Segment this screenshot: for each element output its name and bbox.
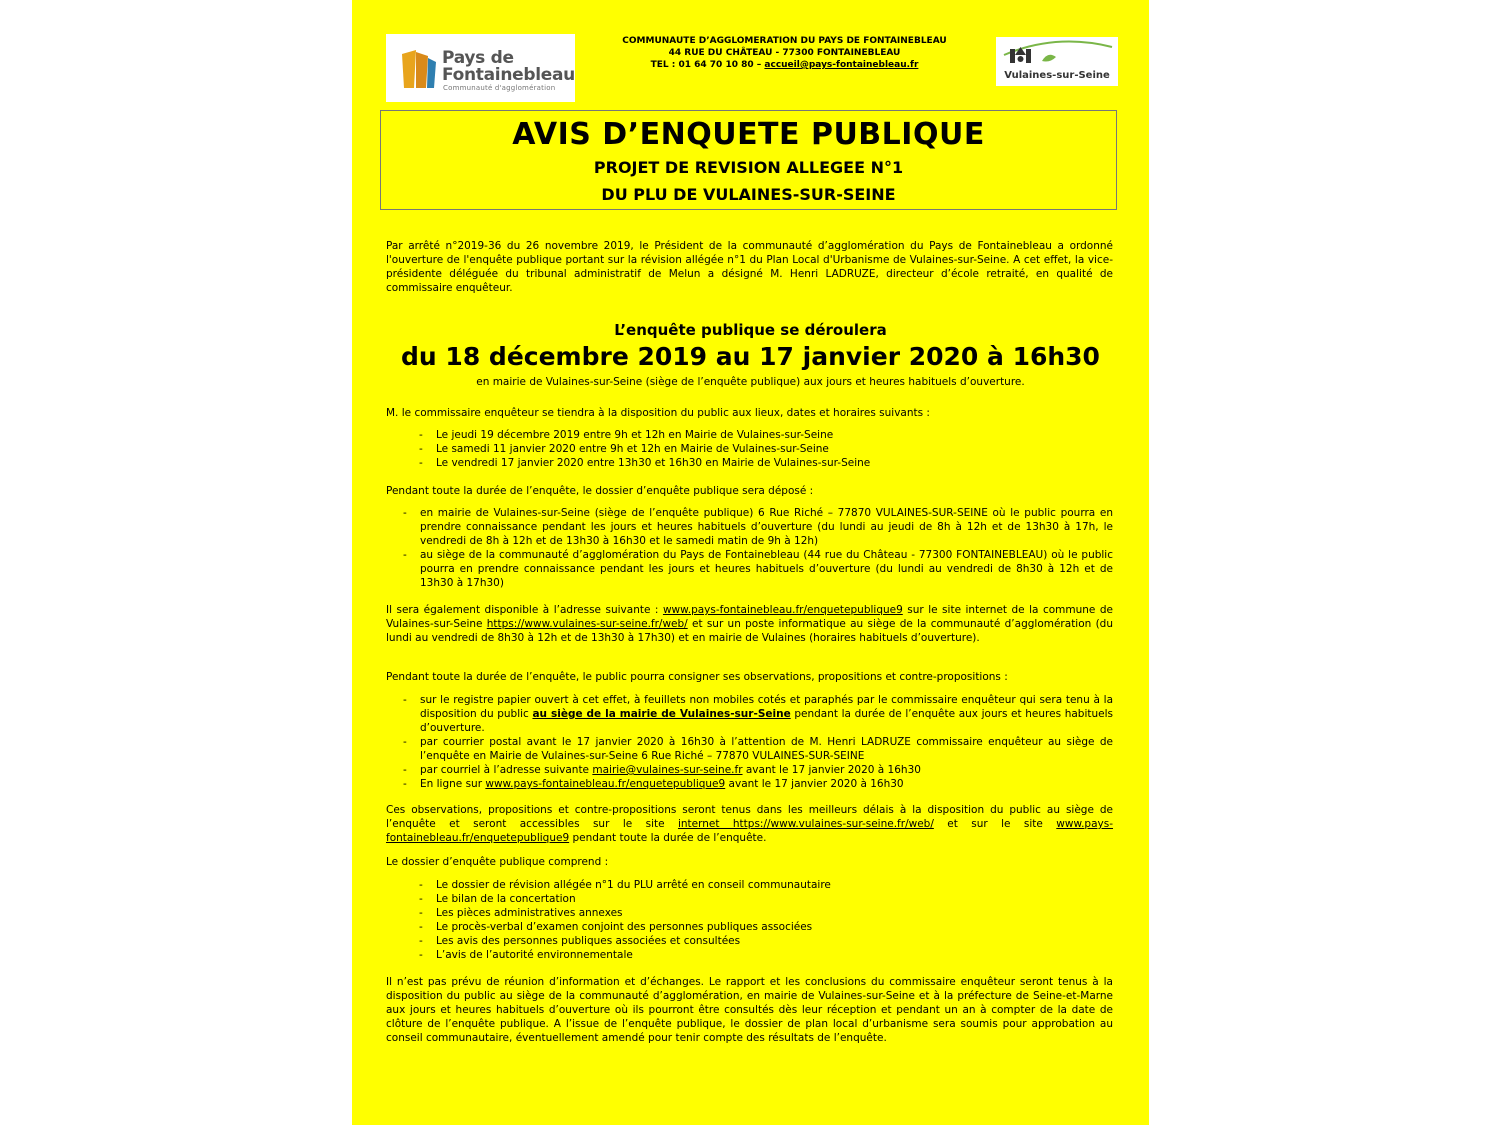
dates-location: en mairie de Vulaines-sur-Seine (siège de l’enquête publique) aux jours et heures habituels d’ouverture. [476,376,1025,388]
observations-intro: Pendant toute la durée de l’enquête, le public pourra consigner ses observations, propositions et contre-propositions : [386,671,1008,683]
org-address: 44 RUE DU CHÂTEAU - 77300 FONTAINEBLEAU [668,48,901,58]
subtitle-2: DU PLU DE VULAINES-SUR-SEINE [601,185,896,204]
dispo-text-2: sur le site internet de la commune de Vulaines-sur-Seine [386,604,1113,630]
list-item: - Les pièces administratives annexes [386,906,1113,920]
list-item: - Les avis des personnes publiques associées et consultées [386,934,1113,948]
obs-item1-text: sur le registre papier ouvert à cet effet, à feuillets non mobiles cotés et paraphés par le commissaire enquêteur qui sera tenu à la disposition du public [420,694,1113,720]
notice-page [352,0,1149,1125]
obs-item4-end: avant le 17 janvier 2020 à 16h30 [725,778,904,790]
dossier-intro: Le dossier d’enquête publique comprend : [386,856,609,868]
vulaines-logo [996,37,1118,86]
pays-fontainebleau-enquete-link[interactable]: www.pays-fontainebleau.fr/enquetepublique9 [386,818,1113,844]
dates-heading: L’enquête publique se déroulera [614,321,887,339]
obs-item4-text: En ligne sur [420,778,486,790]
dates-range: du 18 décembre 2019 au 17 janvier 2020 à 16h30 [401,342,1100,371]
list-item: - Le dossier de révision allégée n°1 du PLU arrêté en conseil communautaire [386,878,1113,892]
enquete-link[interactable]: www.pays-fontainebleau.fr/enquetepublique9 [662,604,903,616]
observations-list [386,693,1113,791]
list-item: - par courrier postal avant le 17 janvier 2020 à 16h30 à l’attention de M. Henri LADRUZE commissaire enquêteur au siège de l’enquête en Mairie de Vulaines-sur-Seine 6 Rue Riché – 77870 VULAINES-SUR-SEINE [386,735,1113,763]
dispo-text-1: Il sera également disponible à l’adresse suivante : [386,604,663,616]
logo-left-line1: Pays de [442,48,514,68]
list-item: - Le vendredi 17 janvier 2020 entre 13h30 et 16h30 en Mairie de Vulaines-sur-Seine [386,456,1113,470]
ces-obs-text-2: et sur le site [933,818,1057,830]
obs-item1-end: pendant la durée de l’enquête aux jours et heures habituels d’ouverture. [420,708,1113,734]
list-item: - Le samedi 11 janvier 2020 entre 9h et 12h en Mairie de Vulaines-sur-Seine [386,442,1113,456]
list-item: - Le bilan de la concertation [386,892,1113,906]
logo-left-line2: Fontainebleau [442,65,575,85]
permanences-intro: M. le commissaire enquêteur se tiendra à la disposition du public aux lieux, dates et horaires suivants : [386,407,930,419]
list-item [386,777,1113,791]
internet-vulaines-link[interactable]: internet https://www.vulaines-sur-seine.fr/web/ [677,818,934,830]
list-item: - en mairie de Vulaines-sur-Seine (siège de l’enquête publique) 6 Rue Riché – 77870 VULAINES-SUR-SEINE où le public pourra en prendre connaissance pendant les jours et heures habituels d’ouverture (du lundi au jeudi de 8h à 12h et de 13h30 à 17h, le vendredi de 8h à 12h et de 13h30 à 16h30 et le samedi matin de 9h à 12h) [386,506,1113,548]
list-item: - Le jeudi 19 décembre 2019 entre 9h et 12h en Mairie de Vulaines-sur-Seine [386,428,1113,442]
vulaines-website-link[interactable]: https://www.vulaines-sur-seine.fr/web/ [486,618,688,630]
logo-left-subtitle: Communauté d'agglomération [443,84,556,92]
permanences-list [386,428,1113,470]
ces-obs-text-3: pendant toute la durée de l’enquête. [569,832,767,844]
list-item: - au siège de la communauté d’agglomération du Pays de Fontainebleau (44 rue du Château - 77300 FONTAINEBLEAU) où le public pourra en prendre connaissance pendant les jours et heures habituels d’ouverture (du lundi au vendredi de 8h30 à 12h et de 13h30 à 17h30) [386,548,1113,590]
subtitle-1: PROJET DE REVISION ALLEGEE N°1 [593,158,904,177]
title-box [380,110,1117,210]
dispo-text-3: et sur un poste informatique au siège de la communauté d’agglomération (du lundi au vendredi de 8h30 à 12h et de 13h30 à 17h30) et en mairie de Vulaines (horaires habituels d’ouverture). [386,618,1113,644]
intro-paragraph: Par arrêté n°2019-36 du 26 novembre 2019, le Président de la communauté d’agglomération du Pays de Fontainebleau a ordonné l'ouverture de l'enquête publique portant sur la révision allégée n°1 du Plan Local d'Urbanisme de Vulaines-sur-Seine. A cet effet, la vice-présidente déléguée du tribunal administratif de Melun a désigné M. Henri LADRUZE, directeur d’école retraité, en qualité de commissaire enquêteur. [386,240,1113,294]
conclusion-paragraph: Il n’est pas prévu de réunion d’information et d’échanges. Le rapport et les conclusions du commissaire enquêteur seront tenus à la disposition du public au siège de la communauté d’agglomération, en mairie de Vulaines-sur-Seine et à la préfecture de Seine-et-Marne aux jours et heures habituels d’ouverture où ils pourront être consultés dès leur réception et pendant un an à compter de la date de clôture de l’enquête publique. A l’issue de l’enquête publique, le dossier de plan local d’urbanisme sera soumis pour approbation au conseil communautaire, éventuellement amendé pour tenir compte des résultats de l’enquête. [386,976,1113,1044]
logo-right-text: Vulaines-sur-Seine [1004,70,1110,81]
pays-fontainebleau-logo [386,34,575,102]
depot-intro: Pendant toute la durée de l’enquête, le dossier d’enquête publique sera déposé : [386,485,814,497]
obs-item3-text: par courriel à l’adresse suivante [420,764,593,776]
list-item [386,763,1113,777]
depot-list [386,506,1113,590]
dossier-list [386,878,1113,962]
mairie-email-link[interactable]: mairie@vulaines-sur-seine.fr [592,764,743,776]
org-name: COMMUNAUTE D’AGGLOMERATION DU PAYS DE FONTAINEBLEAU [622,36,947,46]
obs-item3-end: avant le 17 janvier 2020 à 16h30 [742,764,921,776]
ces-observations-paragraph [386,803,1113,845]
mairie-siege-text: au siège de la mairie de Vulaines-sur-Seine [532,708,791,720]
list-item [386,693,1113,735]
fontainebleau-emblem-icon [400,48,438,90]
org-contact [592,59,977,71]
header-contact [592,35,977,71]
page-title: AVIS D’ENQUETE PUBLIQUE [512,117,985,152]
list-item: - L’avis de l’autorité environnementale [386,948,1113,962]
org-email-link[interactable]: accueil@pays-fontainebleau.fr [764,60,919,70]
enquete-online-link[interactable]: www.pays-fontainebleau.fr/enquetepublique9 [485,778,726,790]
org-tel: TEL : 01 64 70 10 80 – [650,60,765,70]
vulaines-emblem-icon [996,37,1118,71]
ces-obs-text-1: Ces observations, propositions et contre-propositions seront tenus dans les meilleurs délais à la disposition du public au siège de l’enquête et seront accessibles sur le site [386,804,1113,830]
list-item: - Le procès-verbal d’examen conjoint des personnes publiques associées [386,920,1113,934]
dispo-paragraph [386,603,1113,645]
